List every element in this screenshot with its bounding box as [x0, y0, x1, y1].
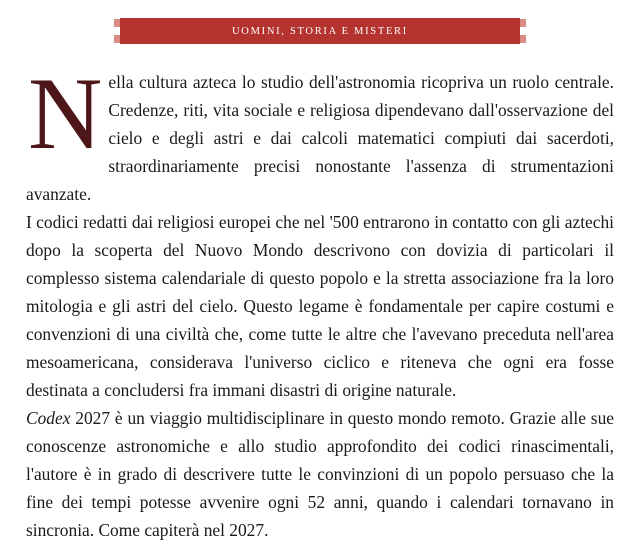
paragraph-2-text: I codici redatti dai religiosi europei che nel '500 entrarono in contatto con gli aztechi dopo la scoperta del Nuovo Mondo descrivono con dovizia di particolari il complesso sistema calendariale di questo popolo e la stretta associazione fra la loro mitologia e gli astri del cielo. Questo legame è fondamentale per capire costumi e convenzioni di una civiltà che, come tutte le altre che l'avevano preceduta nell'area mesoamericana, considerava l'universo ciclico e riteneva che ogni era fosse destinata a concludersi fra immani disastri di origine naturale.	[26, 212, 614, 400]
header-ribbon	[0, 18, 640, 44]
paragraph-3-text: 2027 è un viaggio multidisciplinare in questo mondo remoto. Grazie alle sue conoscenze astronomiche e allo studio approfondito dei codici rinascimentali, l'autore è in grado di descrivere tutte le convinzioni di un popolo persuaso che la fine dei tempi potesse avvenire ogni 52 anni, quando i calendari tornavano in sincronia. Come capiterà nel 2027.	[26, 408, 614, 540]
book-title: Codex	[26, 408, 71, 428]
paragraph-1	[26, 57, 614, 208]
ribbon-banner	[120, 18, 520, 44]
section-title: UOMINI, STORIA E MISTERI	[232, 25, 408, 37]
paragraph-1-text: ella cultura azteca lo studio dell'astronomia ricopriva un ruolo centrale. Credenze, riti, vita sociale e religiosa dipendevano dall'osservazione del cielo e degli astri e dai calcoli matematici compiuti dai sacerdoti, straordinariamente precisi nonostante l'assenza di strumentazioni avanzate.	[26, 72, 614, 204]
paragraph-3	[26, 404, 614, 544]
page-body	[26, 57, 614, 544]
drop-cap: N	[28, 57, 103, 171]
paragraph-2	[26, 208, 614, 404]
